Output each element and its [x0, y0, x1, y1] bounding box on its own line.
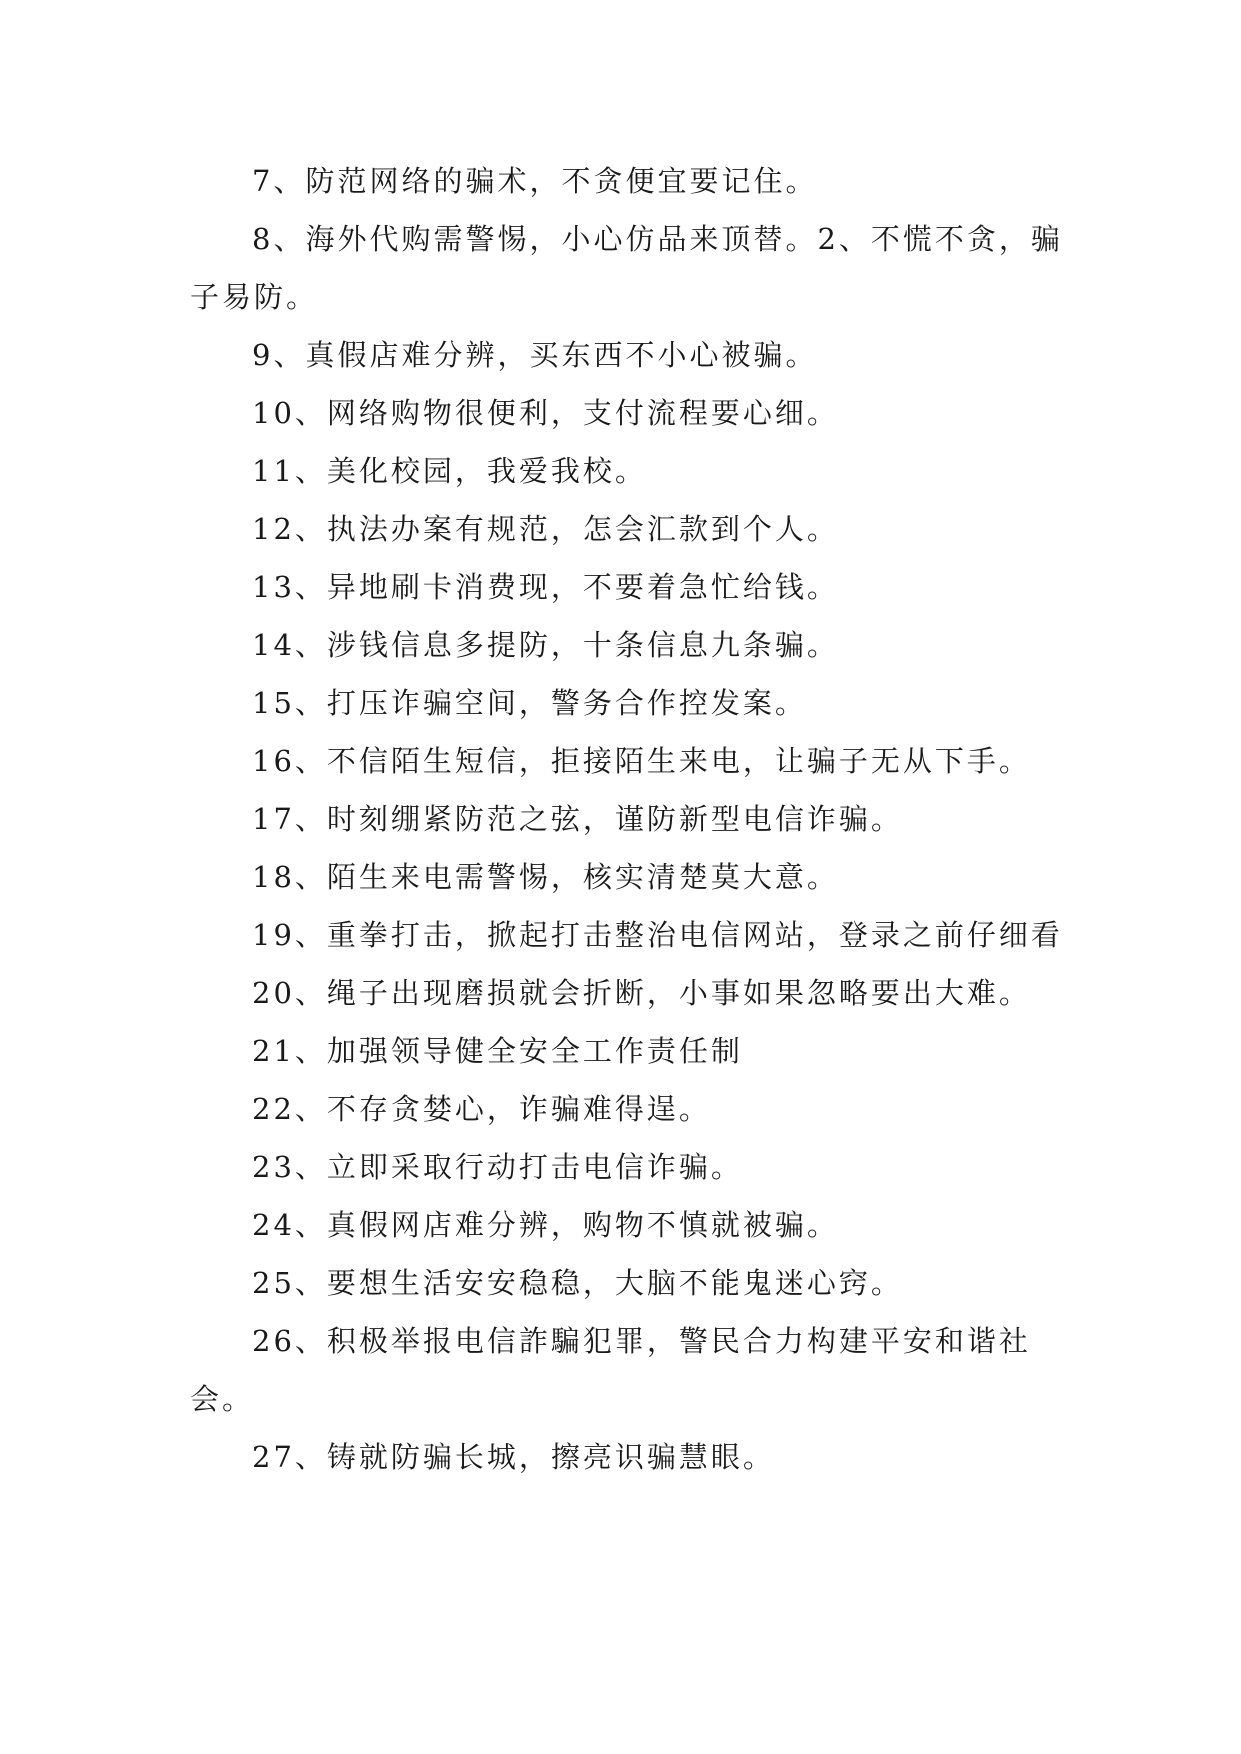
paragraph: 8、海外代购需警惕，小心仿品来顶替。2、不慌不贪，骗子易防。	[190, 222, 1063, 314]
paragraph: 10、网络购物很便利，支付流程要心细。	[252, 396, 839, 430]
paragraph: 16、不信陌生短信，拒接陌生来电，让骗子无从下手。	[252, 744, 1031, 778]
paragraph: 17、时刻绷紧防范之弦，谨防新型电信诈骗。	[252, 802, 903, 836]
paragraph: 7、防范网络的骗术，不贪便宜要记住。	[252, 164, 818, 198]
paragraph: 15、打压诈骗空间，警务合作控发案。	[252, 686, 807, 720]
paragraph: 12、执法办案有规范，怎会汇款到个人。	[252, 512, 839, 546]
paragraph: 11、美化校园，我爱我校。	[252, 454, 647, 488]
paragraph: 21、加强领导健全安全工作责任制	[252, 1034, 743, 1068]
paragraph: 14、涉钱信息多提防，十条信息九条骗。	[252, 628, 839, 662]
paragraph: 13、异地刷卡消费现，不要着急忙给钱。	[252, 570, 839, 604]
document-body	[190, 152, 1070, 1486]
paragraph: 24、真假网店难分辨，购物不慎就被骗。	[252, 1208, 839, 1242]
paragraph: 26、积极举报电信詐騙犯罪，警民合力构建平安和谐社会。	[190, 1324, 1031, 1416]
paragraph: 19、重拳打击，掀起打击整治电信网站，登录之前仔细看	[252, 918, 1063, 952]
paragraph: 27、铸就防骗长城，擦亮识骗慧眼。	[252, 1440, 775, 1474]
paragraph: 22、不存贪婪心，诈骗难得逞。	[252, 1092, 711, 1126]
paragraph: 9、真假店难分辨，买东西不小心被骗。	[252, 338, 818, 372]
paragraph: 25、要想生活安安稳稳，大脑不能鬼迷心窍。	[252, 1266, 903, 1300]
paragraph: 20、绳子出现磨损就会折断，小事如果忽略要出大难。	[252, 976, 1031, 1010]
paragraph: 18、陌生来电需警惕，核实清楚莫大意。	[252, 860, 839, 894]
paragraph: 23、立即采取行动打击电信诈骗。	[252, 1150, 743, 1184]
